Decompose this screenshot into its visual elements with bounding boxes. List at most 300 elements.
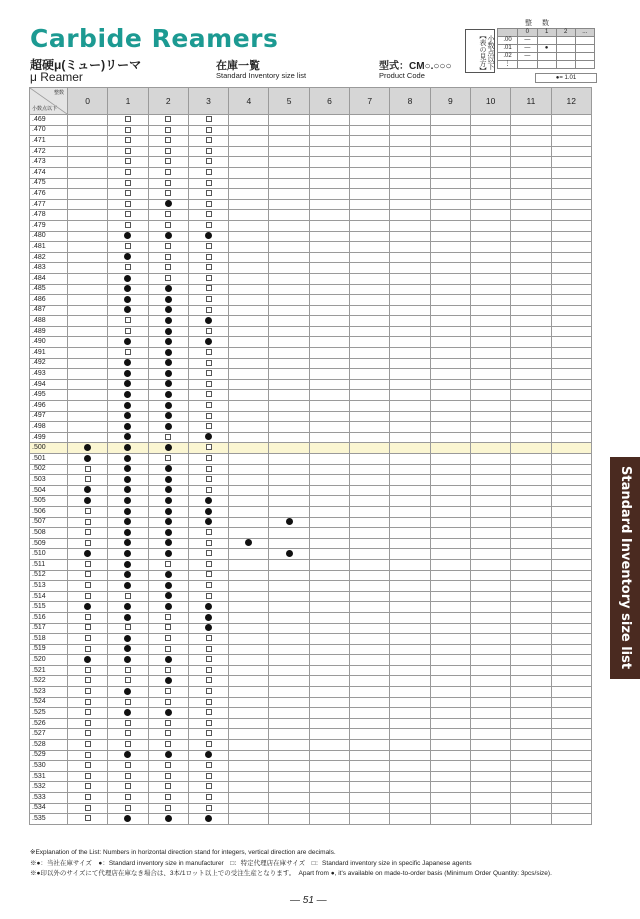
agent-stock-box-icon — [85, 762, 91, 768]
table-cell — [68, 326, 108, 337]
table-cell — [551, 369, 591, 380]
brand-title: Carbide Reamers — [30, 24, 279, 53]
table-cell — [390, 602, 430, 613]
table-cell — [108, 750, 148, 761]
row-label: .534 — [30, 803, 68, 814]
row-label: .523 — [30, 687, 68, 698]
table-cell — [148, 252, 188, 263]
agent-stock-box-icon — [125, 624, 131, 630]
footnote-2: ※●：当社在庫サイズ ●：Standard inventory size in manufacturer □：特定代理店在庫サイズ □：Standard inventory size in specific Japanese agents — [30, 860, 472, 867]
table-row — [30, 814, 592, 825]
table-cell — [229, 814, 269, 825]
table-cell — [430, 570, 470, 581]
agent-stock-box-icon — [85, 646, 91, 652]
table-cell — [390, 687, 430, 698]
table-cell — [68, 697, 108, 708]
legend-col: 0 — [518, 29, 538, 37]
table-cell — [269, 708, 309, 719]
legend-cell: ● — [537, 45, 556, 53]
row-label: .477 — [30, 199, 68, 210]
stock-dot-icon — [165, 412, 172, 419]
table-cell — [551, 401, 591, 412]
column-header: 11 — [511, 88, 551, 115]
table-cell — [229, 273, 269, 284]
agent-stock-box-icon — [165, 275, 171, 281]
table-cell — [390, 178, 430, 189]
table-cell — [551, 729, 591, 740]
table-cell — [229, 761, 269, 772]
product-name-jp: 超硬μ(ミュー)リーマ — [30, 58, 142, 72]
table-cell — [470, 676, 510, 687]
table-cell — [148, 538, 188, 549]
table-cell — [350, 263, 390, 274]
table-cell — [309, 337, 349, 348]
table-row — [30, 740, 592, 751]
row-label: .515 — [30, 602, 68, 613]
table-cell — [148, 655, 188, 666]
agent-stock-box-icon — [85, 741, 91, 747]
agent-stock-box-icon — [125, 805, 131, 811]
table-cell — [470, 665, 510, 676]
table-cell — [188, 602, 228, 613]
table-cell — [350, 718, 390, 729]
table-cell — [350, 687, 390, 698]
stock-dot-icon — [165, 751, 172, 758]
table-row — [30, 687, 592, 698]
agent-stock-box-icon — [85, 519, 91, 525]
table-cell — [108, 570, 148, 581]
row-label: .519 — [30, 644, 68, 655]
table-cell — [148, 729, 188, 740]
table-cell — [350, 655, 390, 666]
table-cell — [470, 115, 510, 126]
stock-dot-icon — [124, 412, 131, 419]
table-cell — [269, 369, 309, 380]
table-cell — [188, 326, 228, 337]
table-cell — [511, 771, 551, 782]
table-cell — [511, 411, 551, 422]
stock-dot-icon — [124, 656, 131, 663]
corner-bottom-label: 小数点以下 — [32, 106, 58, 112]
legend-row-label: ⋮ — [498, 61, 518, 69]
agent-stock-box-icon — [125, 349, 131, 355]
table-row — [30, 612, 592, 623]
table-cell — [551, 793, 591, 804]
stock-dot-icon — [124, 815, 131, 822]
table-cell — [430, 538, 470, 549]
table-cell — [309, 708, 349, 719]
row-label: .489 — [30, 326, 68, 337]
table-cell — [551, 655, 591, 666]
agent-stock-box-icon — [85, 699, 91, 705]
table-cell — [188, 220, 228, 231]
table-row — [30, 136, 592, 147]
stock-dot-icon — [165, 709, 172, 716]
column-header: 5 — [269, 88, 309, 115]
table-cell — [229, 348, 269, 359]
table-cell — [511, 231, 551, 242]
table-cell — [309, 464, 349, 475]
table-cell — [430, 602, 470, 613]
row-label: .481 — [30, 242, 68, 253]
table-cell — [511, 379, 551, 390]
table-cell — [269, 189, 309, 200]
table-cell — [551, 644, 591, 655]
table-cell — [551, 125, 591, 136]
table-cell — [390, 167, 430, 178]
table-cell — [511, 549, 551, 560]
product-name-en: μ Reamer — [30, 70, 83, 84]
column-header: 1 — [108, 88, 148, 115]
row-label: .503 — [30, 475, 68, 486]
table-cell — [309, 199, 349, 210]
table-cell — [390, 210, 430, 221]
table-cell — [350, 443, 390, 454]
agent-stock-box-icon — [125, 116, 131, 122]
table-cell — [309, 369, 349, 380]
corner-top-label: 整数 — [53, 90, 64, 96]
table-cell — [470, 454, 510, 465]
table-row — [30, 189, 592, 200]
table-row — [30, 284, 592, 295]
legend-cell — [556, 45, 575, 53]
row-label: .495 — [30, 390, 68, 401]
table-cell — [229, 803, 269, 814]
agent-stock-box-icon — [206, 381, 212, 387]
table-cell — [269, 454, 309, 465]
table-row — [30, 771, 592, 782]
table-row — [30, 422, 592, 433]
agent-stock-box-icon — [125, 211, 131, 217]
stock-dot-icon — [165, 656, 172, 663]
table-cell — [470, 581, 510, 592]
table-cell — [430, 220, 470, 231]
table-row — [30, 242, 592, 253]
row-label: .492 — [30, 358, 68, 369]
table-cell — [470, 634, 510, 645]
table-cell — [148, 676, 188, 687]
agent-stock-box-icon — [206, 561, 212, 567]
table-cell — [108, 793, 148, 804]
table-cell — [430, 803, 470, 814]
table-cell — [470, 390, 510, 401]
table-cell — [470, 740, 510, 751]
table-cell — [430, 718, 470, 729]
table-cell — [269, 178, 309, 189]
table-cell — [68, 454, 108, 465]
table-row — [30, 644, 592, 655]
table-cell — [511, 305, 551, 316]
table-cell — [309, 740, 349, 751]
table-cell — [148, 115, 188, 126]
table-cell — [148, 369, 188, 380]
agent-stock-box-icon — [125, 190, 131, 196]
table-cell — [350, 337, 390, 348]
stock-dot-icon — [165, 285, 172, 292]
table-cell — [309, 305, 349, 316]
table-cell — [350, 771, 390, 782]
table-cell — [511, 803, 551, 814]
agent-stock-box-icon — [206, 741, 212, 747]
legend-cell — [575, 37, 594, 45]
table-cell — [511, 538, 551, 549]
table-cell — [511, 517, 551, 528]
table-cell — [68, 708, 108, 719]
table-cell — [470, 369, 510, 380]
table-cell — [148, 528, 188, 539]
stock-dot-icon — [124, 508, 131, 515]
table-cell — [390, 697, 430, 708]
stock-dot-icon — [165, 508, 172, 515]
table-cell — [68, 485, 108, 496]
table-cell — [551, 803, 591, 814]
table-cell — [470, 210, 510, 221]
stock-dot-icon — [205, 508, 212, 515]
agent-stock-box-icon — [85, 815, 91, 821]
table-cell — [229, 782, 269, 793]
agent-stock-box-icon — [165, 646, 171, 652]
table-cell — [390, 793, 430, 804]
table-cell — [108, 740, 148, 751]
table-cell — [350, 612, 390, 623]
stock-dot-icon — [84, 656, 91, 663]
table-cell — [309, 729, 349, 740]
table-cell — [269, 581, 309, 592]
row-label: .484 — [30, 273, 68, 284]
table-cell — [229, 199, 269, 210]
table-cell — [68, 337, 108, 348]
table-cell — [350, 369, 390, 380]
row-label: .475 — [30, 178, 68, 189]
table-cell — [68, 390, 108, 401]
table-cell — [390, 623, 430, 634]
table-cell — [269, 199, 309, 210]
agent-stock-box-icon — [125, 783, 131, 789]
table-cell — [148, 348, 188, 359]
table-cell — [470, 559, 510, 570]
table-cell — [188, 284, 228, 295]
row-label: .480 — [30, 231, 68, 242]
row-label: .469 — [30, 115, 68, 126]
table-cell — [551, 676, 591, 687]
table-cell — [68, 655, 108, 666]
stock-dot-icon — [165, 603, 172, 610]
agent-stock-box-icon — [85, 508, 91, 514]
table-cell — [309, 178, 349, 189]
table-cell — [188, 528, 228, 539]
footnote-3: ※●印以外のサイズにて代理店在庫なき場合は、3本/1ロット以上での受注生産となります。 Apart from ●, it's available on made-to-order basis (Minimum Order Quantity: 3pcs/size). — [30, 870, 552, 877]
legend-cell: — — [518, 45, 538, 53]
table-cell — [470, 411, 510, 422]
table-cell — [551, 517, 591, 528]
stock-dot-icon — [165, 677, 172, 684]
table-cell — [470, 644, 510, 655]
table-cell — [108, 549, 148, 560]
table-cell — [390, 485, 430, 496]
table-cell — [108, 284, 148, 295]
table-cell — [309, 432, 349, 443]
legend-row-label: .02 — [498, 53, 518, 61]
table-cell — [551, 337, 591, 348]
table-cell — [309, 115, 349, 126]
table-cell — [390, 644, 430, 655]
table-cell — [269, 655, 309, 666]
table-cell — [551, 475, 591, 486]
table-cell — [269, 771, 309, 782]
table-cell — [68, 115, 108, 126]
table-cell — [511, 273, 551, 284]
table-cell — [68, 284, 108, 295]
table-cell — [309, 559, 349, 570]
table-cell — [108, 157, 148, 168]
table-cell — [229, 210, 269, 221]
column-header: 6 — [309, 88, 349, 115]
table-cell — [511, 750, 551, 761]
agent-stock-box-icon — [165, 783, 171, 789]
agent-stock-box-icon — [125, 158, 131, 164]
agent-stock-box-icon — [165, 264, 171, 270]
table-cell — [229, 655, 269, 666]
table-cell — [430, 793, 470, 804]
stock-dot-icon — [124, 688, 131, 695]
table-cell — [551, 687, 591, 698]
table-cell — [188, 634, 228, 645]
stock-dot-icon — [124, 423, 131, 430]
table-row — [30, 538, 592, 549]
table-cell — [309, 263, 349, 274]
stock-dot-icon — [124, 550, 131, 557]
row-label: .533 — [30, 793, 68, 804]
table-cell — [430, 157, 470, 168]
column-header: 4 — [229, 88, 269, 115]
stock-dot-icon — [124, 370, 131, 377]
row-label: .532 — [30, 782, 68, 793]
table-cell — [148, 146, 188, 157]
table-cell — [68, 528, 108, 539]
agent-stock-box-icon — [85, 709, 91, 715]
agent-stock-box-icon — [85, 593, 91, 599]
table-cell — [229, 326, 269, 337]
table-cell — [309, 443, 349, 454]
table-cell — [470, 146, 510, 157]
table-cell — [470, 782, 510, 793]
table-row — [30, 517, 592, 528]
stock-dot-icon — [124, 635, 131, 642]
table-cell — [309, 602, 349, 613]
table-cell — [108, 390, 148, 401]
table-cell — [229, 496, 269, 507]
table-cell — [511, 220, 551, 231]
table-cell — [390, 390, 430, 401]
table-cell — [551, 411, 591, 422]
table-cell — [269, 570, 309, 581]
table-cell — [551, 432, 591, 443]
table-cell — [108, 718, 148, 729]
table-cell — [350, 199, 390, 210]
table-cell — [269, 697, 309, 708]
table-cell — [551, 634, 591, 645]
subtitle-jp: 在庫一覧 — [216, 60, 260, 72]
column-header: 10 — [470, 88, 510, 115]
agent-stock-box-icon — [206, 762, 212, 768]
agent-stock-box-icon — [206, 190, 212, 196]
agent-stock-box-icon — [165, 720, 171, 726]
table-cell — [309, 273, 349, 284]
table-row — [30, 295, 592, 306]
table-cell — [229, 687, 269, 698]
table-cell — [511, 242, 551, 253]
table-cell — [269, 337, 309, 348]
table-cell — [108, 581, 148, 592]
table-cell — [350, 189, 390, 200]
agent-stock-box-icon — [85, 540, 91, 546]
row-label: .472 — [30, 146, 68, 157]
legend-row-label: .00 — [498, 37, 518, 45]
table-cell — [551, 697, 591, 708]
table-cell — [390, 326, 430, 337]
stock-dot-icon — [124, 253, 131, 260]
table-cell — [188, 750, 228, 761]
table-cell — [269, 464, 309, 475]
table-cell — [68, 496, 108, 507]
table-cell — [551, 506, 591, 517]
agent-stock-box-icon — [85, 688, 91, 694]
table-cell — [229, 697, 269, 708]
table-cell — [108, 454, 148, 465]
table-cell — [108, 634, 148, 645]
table-cell — [390, 750, 430, 761]
agent-stock-box-icon — [165, 773, 171, 779]
agent-stock-box-icon — [165, 116, 171, 122]
agent-stock-box-icon — [206, 169, 212, 175]
table-cell — [229, 644, 269, 655]
stock-dot-icon — [165, 529, 172, 536]
table-cell — [108, 644, 148, 655]
table-cell — [269, 602, 309, 613]
table-cell — [390, 634, 430, 645]
table-cell — [390, 814, 430, 825]
table-cell — [269, 538, 309, 549]
table-cell — [511, 252, 551, 263]
table-row — [30, 528, 592, 539]
table-cell — [350, 358, 390, 369]
table-cell — [430, 750, 470, 761]
table-cell — [148, 793, 188, 804]
stock-dot-icon — [124, 391, 131, 398]
table-cell — [430, 411, 470, 422]
table-cell — [511, 167, 551, 178]
table-cell — [551, 538, 591, 549]
table-cell — [68, 612, 108, 623]
table-cell — [309, 750, 349, 761]
table-cell — [350, 623, 390, 634]
legend-col: 1 — [537, 29, 556, 37]
table-cell — [108, 379, 148, 390]
table-cell — [430, 136, 470, 147]
table-cell — [269, 718, 309, 729]
table-cell — [108, 358, 148, 369]
agent-stock-box-icon — [206, 794, 212, 800]
table-cell — [430, 189, 470, 200]
table-cell — [229, 570, 269, 581]
table-cell — [350, 549, 390, 560]
stock-dot-icon — [124, 275, 131, 282]
table-cell — [390, 718, 430, 729]
row-label: .516 — [30, 612, 68, 623]
table-cell — [309, 549, 349, 560]
table-cell — [551, 771, 591, 782]
stock-dot-icon — [124, 285, 131, 292]
